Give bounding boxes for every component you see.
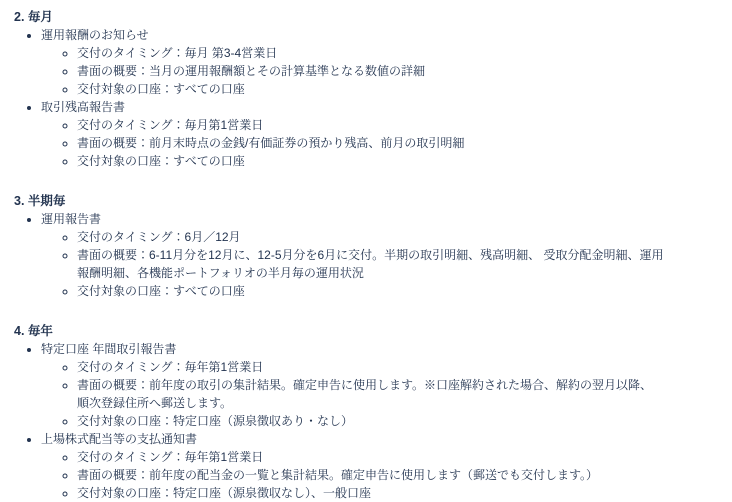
report-detail-list — [41, 116, 664, 170]
detail-accounts: ◦ 交付対象の口座：すべての口座 — [77, 152, 664, 170]
section-monthly — [14, 8, 664, 170]
section-heading: 4. 毎年 — [14, 324, 53, 338]
detail-timing: ◦ 交付のタイミング：毎年第1営業日 — [77, 448, 664, 466]
report-item — [41, 340, 664, 430]
report-item — [41, 210, 664, 300]
detail-summary: ◦ 書面の概要：前月末時点の金銭/有価証券の預かり残高、前月の取引明細 — [77, 134, 664, 152]
detail-summary: ◦ 書面の概要：当月の運用報酬額とその計算基準となる数値の詳細 — [77, 62, 664, 80]
report-title: 取引残高報告書 — [41, 100, 126, 114]
report-list — [14, 26, 664, 170]
report-detail-list — [41, 358, 664, 430]
report-title: 運用報告書 — [41, 212, 102, 226]
section-annual — [14, 322, 664, 502]
report-detail-list — [41, 228, 664, 300]
report-detail-list — [41, 448, 664, 502]
detail-summary: ◦ 書面の概要：前年度の配当金の一覧と集計結果。確定申告に使用します（郵送でも交付します。） — [77, 466, 664, 484]
detail-accounts: ◦ 交付対象の口座：すべての口座 — [77, 282, 664, 300]
detail-timing: ◦ 交付のタイミング：毎年第1営業日 — [77, 358, 664, 376]
report-item — [41, 26, 664, 98]
report-detail-list — [41, 44, 664, 98]
report-list — [14, 340, 664, 502]
detail-timing: ◦ 交付のタイミング：毎月第1営業日 — [77, 116, 664, 134]
detail-timing: ◦ 交付のタイミング：毎月 第3-4営業日 — [77, 44, 664, 62]
detail-timing: ◦ 交付のタイミング：6月／12月 — [77, 228, 664, 246]
report-title: 特定口座 年間取引報告書 — [41, 342, 177, 356]
detail-summary: ◦ 書面の概要：6-11月分を12月に、12-5月分を6月に交付。半期の取引明細、残高明細、 受取分配金明細、運用報酬明細、各機能ポートフォリオの半月毎の運用状況 — [77, 246, 664, 282]
detail-accounts: ◦ 交付対象の口座：すべての口座 — [77, 80, 664, 98]
report-item — [41, 430, 664, 502]
section-heading: 2. 毎月 — [14, 10, 53, 24]
report-title: 運用報酬のお知らせ — [41, 28, 149, 42]
detail-accounts: ◦ 交付対象の口座：特定口座（源泉徴収なし）、一般口座 — [77, 484, 664, 502]
report-list — [14, 210, 664, 300]
report-item — [41, 98, 664, 170]
section-semiannual — [14, 192, 664, 300]
report-title: 上場株式配当等の支払通知書 — [41, 432, 198, 446]
detail-accounts: ◦ 交付対象の口座：特定口座（源泉徴収あり・なし） — [77, 412, 664, 430]
detail-summary: ◦ 書面の概要：前年度の取引の集計結果。確定申告に使用します。※口座解約された場合、解約の翌月以降、順次登録住所へ郵送します。 — [77, 376, 664, 412]
section-heading: 3. 半期毎 — [14, 194, 66, 208]
